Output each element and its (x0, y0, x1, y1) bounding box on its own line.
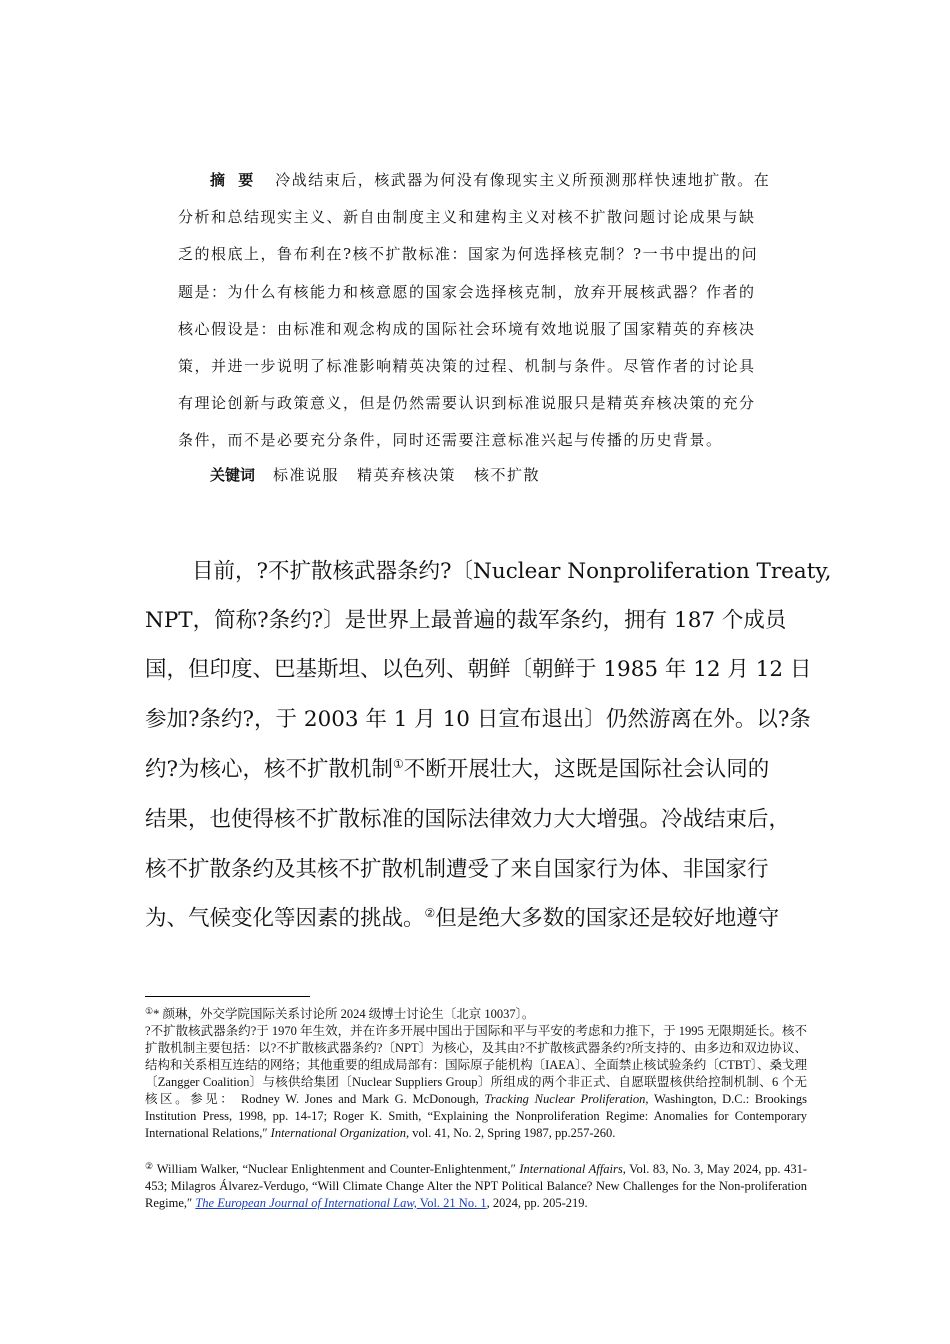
footnote-text: William Walker, “Nuclear Enlightenment and Counter-Enlightenment,″ (153, 1162, 520, 1176)
footnote-author (145, 1006, 807, 1023)
footnote-ref-2[interactable]: ② (424, 906, 436, 920)
footnote-text: ?不扩散核武器条约?于 1970 年生效，并在许多开展中国出于国际和平与平安的考虑和力推下，于 1995 无限期延长。核不扩散机制主要包括：以?不扩散核武器条约?〔NPT〕为核心，及其由?不扩散核武器条约?所支持的、由多边和双边协议、结构和关系相互连结的网络；其他重要的组成局部有：国际原子能机构〔IAEA〕、全面禁止核试验条约〔CTBT〕、桑戈理〔Zangger Coalition〕与核供给集团〔Nuclear Suppliers Group〕所组成的两个非正式、自愿联盟核供给控制机制、6 个无核区。参见： Rodney W. Jones and Mark G. McDonough, (145, 1024, 807, 1106)
keywords-line (210, 465, 774, 485)
abstract-line-5: 核心假设是：由标准和观念构成的国际社会环境有效地说服了国家精英的弃核决 (178, 320, 756, 338)
footnote-text: , Vol. 83, No. 3, May 2024, pp. 431-453; Milagros Álvarez-Verdugo, “Will Climate Change Alter the NPT Political Balance? New Challenges for the Non-proliferation Regime,″ (145, 1162, 807, 1210)
keyword: 核不扩散 (474, 466, 541, 484)
abstract-line-3: 乏的根底上，鲁布利在?核不扩散标准：国家为何选择核克制？?一书中提出的问 (178, 245, 759, 263)
body-line-8 (145, 904, 825, 934)
abstract-label: 摘 要 (210, 171, 258, 189)
abstract-line-1 (210, 170, 774, 190)
abstract-line-8: 条件，而不是必要充分条件，同时还需要注意标准兴起与传播的历史背景。 (178, 431, 723, 449)
body-text: 为、气候变化等因素的挑战。 (145, 906, 425, 931)
footnote-mark: ② (145, 1161, 154, 1171)
abstract-line-7: 有理论创新与政策意义，但是仍然需要认识到标准说服只是精英弃核决策的充分 (178, 394, 756, 412)
abstract-text: 冷战结束后，核武器为何没有像现实主义所预测那样快速地扩散。在 (275, 171, 771, 189)
keywords-label: 关键词 (210, 466, 256, 484)
footnote-author-text: * 颜琳，外交学院国际关系讨论所 2024 级博士讨论生〔北京 10037〕。 (153, 1007, 535, 1021)
footnote-2 (145, 1161, 807, 1212)
body-text: 但是绝大多数的国家还是较好地遵守 (435, 906, 780, 931)
footnote-divider (145, 996, 310, 997)
abstract-line-2: 分析和总结现实主义、新自由制度主义和建构主义对核不扩散问题讨论成果与缺 (178, 208, 756, 226)
body-text: 不断开展壮大，这既是国际社会认同的 (403, 757, 770, 782)
keyword: 精英弃核决策 (357, 466, 457, 484)
body-line-4: 参加?条约?，于 2003 年 1 月 10 日宣布退出〕仍然游离在外。以?条 (145, 707, 811, 732)
footnote-1-body (145, 1023, 807, 1142)
body-line-2: NPT，简称?条约?〕是世界上最普遍的裁军条约，拥有 187 个成员 (145, 608, 787, 633)
abstract-line-6: 策，并进一步说明了标准影响精英决策的过程、机制与条件。尽管作者的讨论具 (178, 357, 756, 375)
footnote-journal-title: International Organization (270, 1126, 406, 1140)
body-line-1: 目前，?不扩散核武器条约?〔Nuclear Nonproliferation Treaty, (192, 559, 832, 584)
keyword: 标准说服 (273, 466, 340, 484)
footnote-1 (145, 1006, 807, 1142)
volume-link[interactable]: Vol. 21 No. 1 (416, 1196, 487, 1210)
body-line-7: 核不扩散条约及其核不扩散机制遭受了来自国家行为体、非国家行 (145, 857, 769, 882)
body-text: 约?为核心，核不扩散机制 (145, 757, 394, 782)
body-line-3: 国，但印度、巴基斯坦、以色列、朝鲜〔朝鲜于 1985 年 12 月 12 日 (145, 657, 812, 682)
footnote-journal-title: International Affairs (519, 1162, 623, 1176)
footnote-text: , vol. 41, No. 2, Spring 1987, pp.257-260. (405, 1126, 616, 1140)
body-line-6: 结果，也使得核不扩散标准的国际法律效力大大增强。冷战结束后， (145, 807, 791, 832)
footnote-ref-1[interactable]: ① (393, 757, 404, 771)
journal-link[interactable]: The European Journal of International Law, (195, 1196, 417, 1210)
footnote-mark: ① (145, 1006, 154, 1016)
footnote-text: , Washington, D.C.: Brookings Institution Press, 1998, pp. 14-17; Roger K. Smith, “Explaining the Nonproliferation Regime: Anomalies for Contemporary International Relations,″ (145, 1092, 808, 1140)
footnote-text: , 2024, pp. 205-219. (486, 1196, 588, 1210)
footnote-book-title: Tracking Nuclear Proliferation (484, 1092, 646, 1106)
body-line-5 (145, 755, 825, 785)
abstract-line-4: 题是：为什么有核能力和核意愿的国家会选择核克制，放弃开展核武器？作者的 (178, 283, 756, 301)
